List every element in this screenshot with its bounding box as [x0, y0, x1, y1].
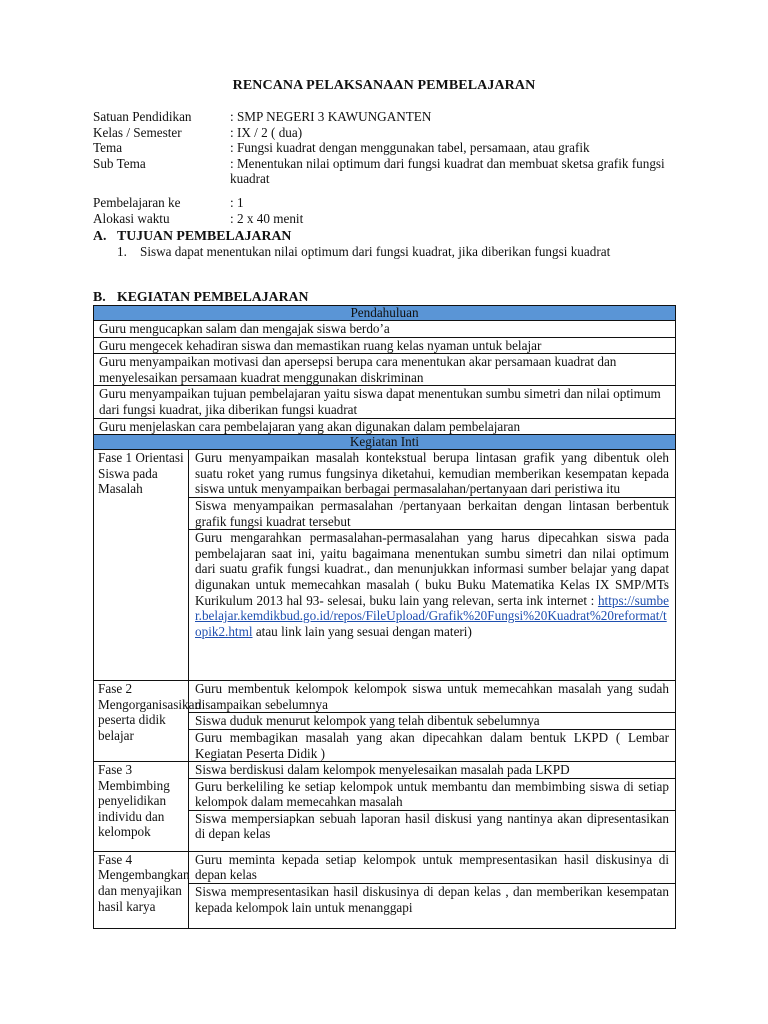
fase-4-label: Fase 4 Mengembangkan dan menyajikan hasil karya [94, 851, 189, 928]
fase-2-step: Guru membagikan masalah yang akan dipecahkan dalam bentuk LKPD ( Lembar Kegiatan Peserta Didik ) [189, 729, 676, 761]
info-value: : 1 [230, 194, 244, 210]
info-value: : SMP NEGERI 3 KAWUNGANTEN [230, 109, 432, 124]
info-key: Kelas / Semester [93, 124, 182, 140]
pendahuluan-row: Guru menyampaikan motivasi dan apersepsi berupa cara menentukan akar persamaan kuadrat dan menyelesaikan persamaan kuadrat menggunakan diskriminan [94, 354, 676, 386]
section-a-heading [93, 228, 291, 244]
fase-4-step: Siswa mempresentasikan hasil diskusinya di depan kelas , dan memberikan kesempatan kepada kelompok lain untuk menanggapi [189, 884, 676, 929]
section-number: A. [93, 228, 107, 243]
pendahuluan-row: Guru mengecek kehadiran siswa dan memastikan ruang kelas nyaman untuk belajar [94, 337, 676, 354]
info-row-tema [93, 140, 670, 156]
fase-3-step: Siswa mempersiapkan sebuah laporan hasil diskusi yang nantinya akan dipresentasikan di depan kelas [189, 810, 676, 851]
info-key: Satuan Pendidikan [93, 109, 192, 124]
fase-1-step: Guru menyampaikan masalah kontekstual berupa lintasan grafik yang dibentuk oleh suatu roket yang rumus fungsinya diketahui, kemudian memberikan kesempatan kepada siswa untuk menyampaikan berbagai permasalahan/pertanyaan dari peristiwa itu [189, 450, 676, 498]
pendahuluan-row: Guru mengucapkan salam dan mengajak siswa berdo’a [94, 321, 676, 338]
fase-3-step: Siswa berdiskusi dalam kelompok menyelesaikan masalah pada LKPD [189, 762, 676, 779]
fase-3-step: Guru berkeliling ke setiap kelompok untuk membantu dan membimbing siswa di setiap kelompok dalam memecahkan masalah [189, 778, 676, 810]
fase-2-step: Siswa duduk menurut kelompok yang telah dibentuk sebelumnya [189, 713, 676, 730]
info-row-kelas [93, 125, 670, 141]
info-key: Alokasi waktu [93, 210, 170, 226]
objective-item [117, 244, 650, 260]
fase-2-step: Guru membentuk kelompok kelompok siswa untuk memecahkan masalah yang sudah disampaikan sebelumnya [189, 681, 676, 713]
info-row-pembelajaran [93, 195, 670, 211]
pendahuluan-row: Guru menyampaikan tujuan pembelajaran yaitu siswa dapat menentukan sumbu simetri dan nilai optimum dari fungsi kuadrat, jika diberikan fungsi kuadrat [94, 386, 676, 418]
info-row-satuan [93, 109, 670, 125]
fase-1-label: Fase 1 Orientasi Siswa pada Masalah [94, 450, 189, 681]
info-value: : Menentukan nilai optimum dari fungsi kuadrat dan membuat sketsa grafik fungsi kuadrat [230, 155, 665, 187]
fase-4-step: Guru meminta kepada setiap kelompok untuk mempresentasikan hasil diskusinya di depan kelas [189, 851, 676, 883]
fase-3-label: Fase 3 Membimbing penyelidikan individu dan kelompok [94, 762, 189, 852]
info-key: Pembelajaran ke [93, 194, 181, 210]
fase-2-label: Fase 2 Mengorganisasikan peserta didik belajar [94, 681, 189, 762]
fase-1-step-text-end: atau link lain yang sesuai dengan materi) [252, 623, 472, 639]
info-key: Tema [93, 140, 123, 156]
identity-block [93, 109, 670, 226]
pendahuluan-header: Pendahuluan [94, 306, 676, 321]
info-value: : 2 x 40 menit [230, 210, 304, 226]
section-title: TUJUAN PEMBELAJARAN [117, 228, 292, 243]
info-value: : IX / 2 ( dua) [230, 124, 303, 140]
objective-text: Siswa dapat menentukan nilai optimum dari fungsi kuadrat, jika diberikan fungsi kuadrat [140, 244, 611, 259]
section-b-heading [93, 289, 309, 305]
inti-header: Kegiatan Inti [94, 435, 676, 450]
resource-link[interactable]: https://sumber.belajar.kemdikbud.go.id/repos/FileUpload/Grafik%20Fungsi%20Kuadrat%20reformat/topik2.html [195, 592, 670, 639]
document-title: RENCANA PELAKSANAAN PEMBELAJARAN [232, 78, 536, 93]
info-value: : Fungsi kuadrat dengan menggunakan tabel, persamaan, atau grafik [230, 140, 590, 156]
info-row-alokasi [93, 211, 670, 227]
fase-1-step: Siswa menyampaikan permasalahan /pertanyaan berkaitan dengan lintasan berbentuk grafik fungsi kuadrat tersebut [189, 497, 676, 529]
section-number: B. [93, 289, 106, 304]
info-row-subtema [93, 156, 670, 187]
objective-number: 1. [117, 244, 127, 259]
pendahuluan-row: Guru menjelaskan cara pembelajaran yang akan digunakan dalam pembelajaran [94, 418, 676, 435]
fase-1-step-text: Guru mengarahkan permasalahan-permasalahan yang harus dipecahkan siswa pada pembelajaran saat ini, yaitu bagaimana menentukan sumbu simetri dan nilai optimum dari suatu grafik fungsi kuadrat., dan menunjukkan informasi sumber belajar yang dapat digunakan untuk memecahkan masalah ( buku Buku Matematika Kelas IX SMP/MTs Kurikulum 2013 hal 93- selesai, buku lain yang relevan, serta ink internet : [195, 530, 669, 608]
info-key: Sub Tema [93, 155, 146, 171]
section-title: KEGIATAN PEMBELAJARAN [117, 289, 309, 304]
activities-table [93, 305, 676, 929]
fase-1-step [189, 530, 676, 681]
